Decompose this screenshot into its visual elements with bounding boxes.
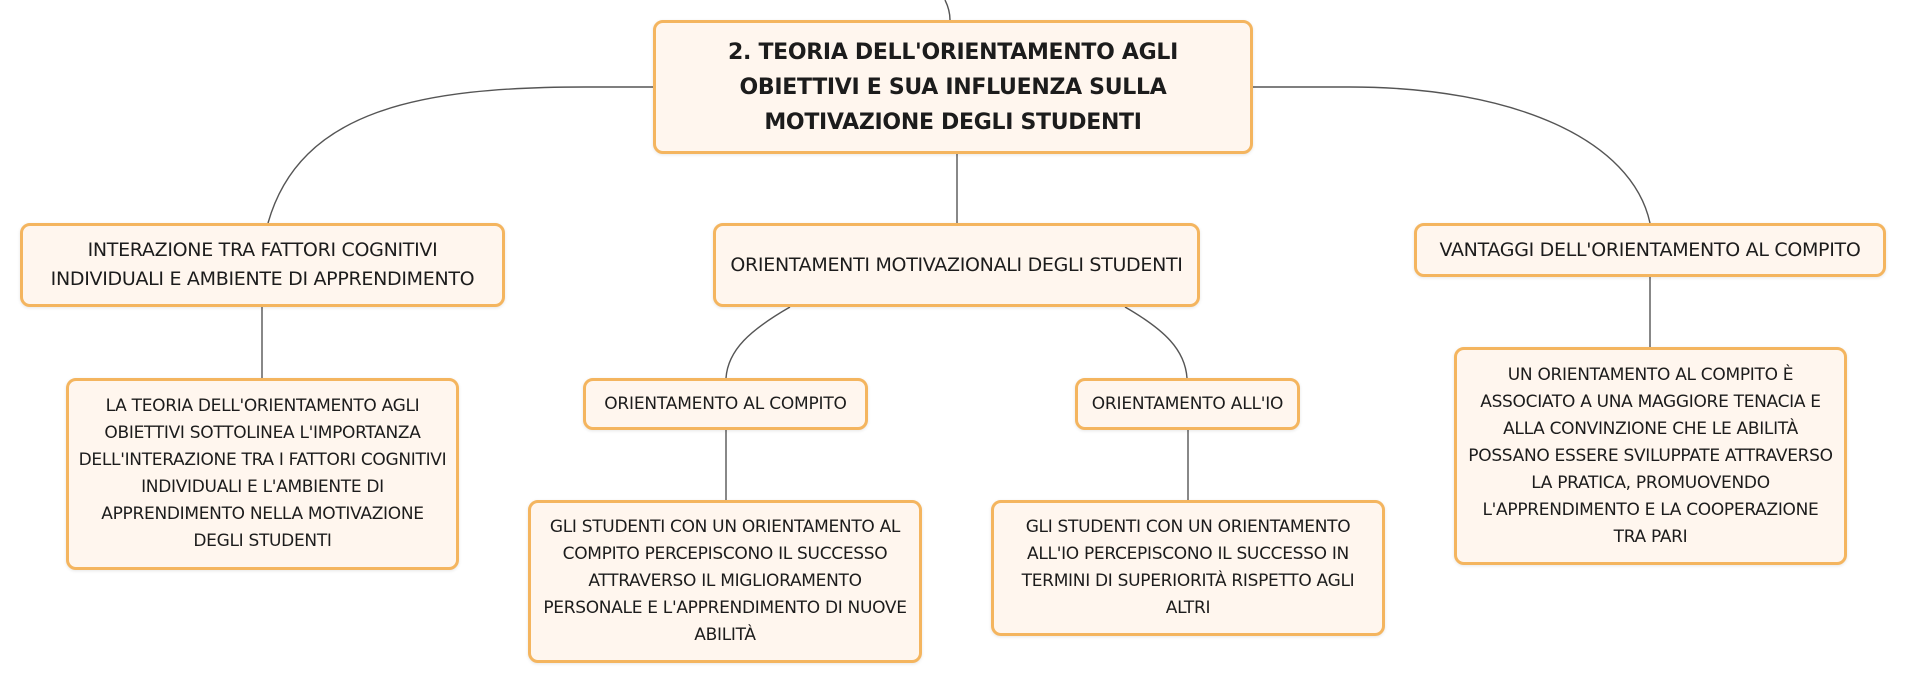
left-detail-node[interactable]	[66, 378, 459, 570]
right-detail-text: UN ORIENTAMENTO AL COMPITO È ASSOCIATO A UNA MAGGIORE TENACIA E ALLA CONVINZIONE CHE LE ABILITÀ POSSANO ESSERE SVILUPPATE ATTRAVERSO LA PRATICA, PROMUOVENDO L'APPRENDIMENTO E LA COOPERAZIONE TRA PARI	[1468, 364, 1833, 547]
left-topic-node[interactable]	[20, 223, 505, 307]
task-orientation-label: ORIENTAMENTO AL COMPITO	[604, 394, 847, 414]
root-topic-node[interactable]	[653, 20, 1253, 154]
connector-root-to-left	[268, 87, 653, 223]
task-detail-node[interactable]	[528, 500, 922, 663]
root-topic-label: 2. TEORIA DELL'ORIENTAMENTO AGLI OBIETTIVI E SUA INFLUENZA SULLA MOTIVAZIONE DEGLI STUDENTI	[728, 39, 1178, 135]
ego-detail-node[interactable]	[991, 500, 1385, 636]
task-orientation-node[interactable]	[583, 378, 868, 430]
right-topic-label: VANTAGGI DELL'ORIENTAMENTO AL COMPITO	[1439, 238, 1861, 261]
ego-detail-text: GLI STUDENTI CON UN ORIENTAMENTO ALL'IO PERCEPISCONO IL SUCCESSO IN TERMINI DI SUPERIORITÀ RISPETTO AGLI ALTRI	[1021, 517, 1355, 618]
ego-orientation-node[interactable]	[1075, 378, 1300, 430]
left-topic-label: INTERAZIONE TRA FATTORI COGNITIVI INDIVIDUALI E AMBIENTE DI APPRENDIMENTO	[50, 239, 475, 290]
connector-center-to-ego	[1125, 307, 1187, 378]
ego-orientation-label: ORIENTAMENTO ALL'IO	[1091, 394, 1284, 414]
center-topic-label: ORIENTAMENTI MOTIVAZIONALI DEGLI STUDENTI	[730, 253, 1183, 276]
center-topic-node[interactable]	[713, 223, 1200, 307]
connector-center-to-task	[726, 307, 790, 378]
right-detail-node[interactable]	[1454, 347, 1847, 565]
task-detail-text: GLI STUDENTI CON UN ORIENTAMENTO AL COMPITO PERCEPISCONO IL SUCCESSO ATTRAVERSO IL MIGLIORAMENTO PERSONALE E L'APPRENDIMENTO DI NUOVE ABILITÀ	[543, 517, 907, 645]
connector-root-to-right	[1253, 87, 1650, 223]
left-detail-text: LA TEORIA DELL'ORIENTAMENTO AGLI OBIETTIVI SOTTOLINEA L'IMPORTANZA DELL'INTERAZIONE TRA I FATTORI COGNITIVI INDIVIDUALI E L'AMBIENTE DI APPRENDIMENTO NELLA MOTIVAZIONE DEGLI STUDENTI	[78, 396, 447, 551]
right-topic-node[interactable]	[1414, 223, 1886, 277]
connector-parent-in	[945, 0, 950, 20]
